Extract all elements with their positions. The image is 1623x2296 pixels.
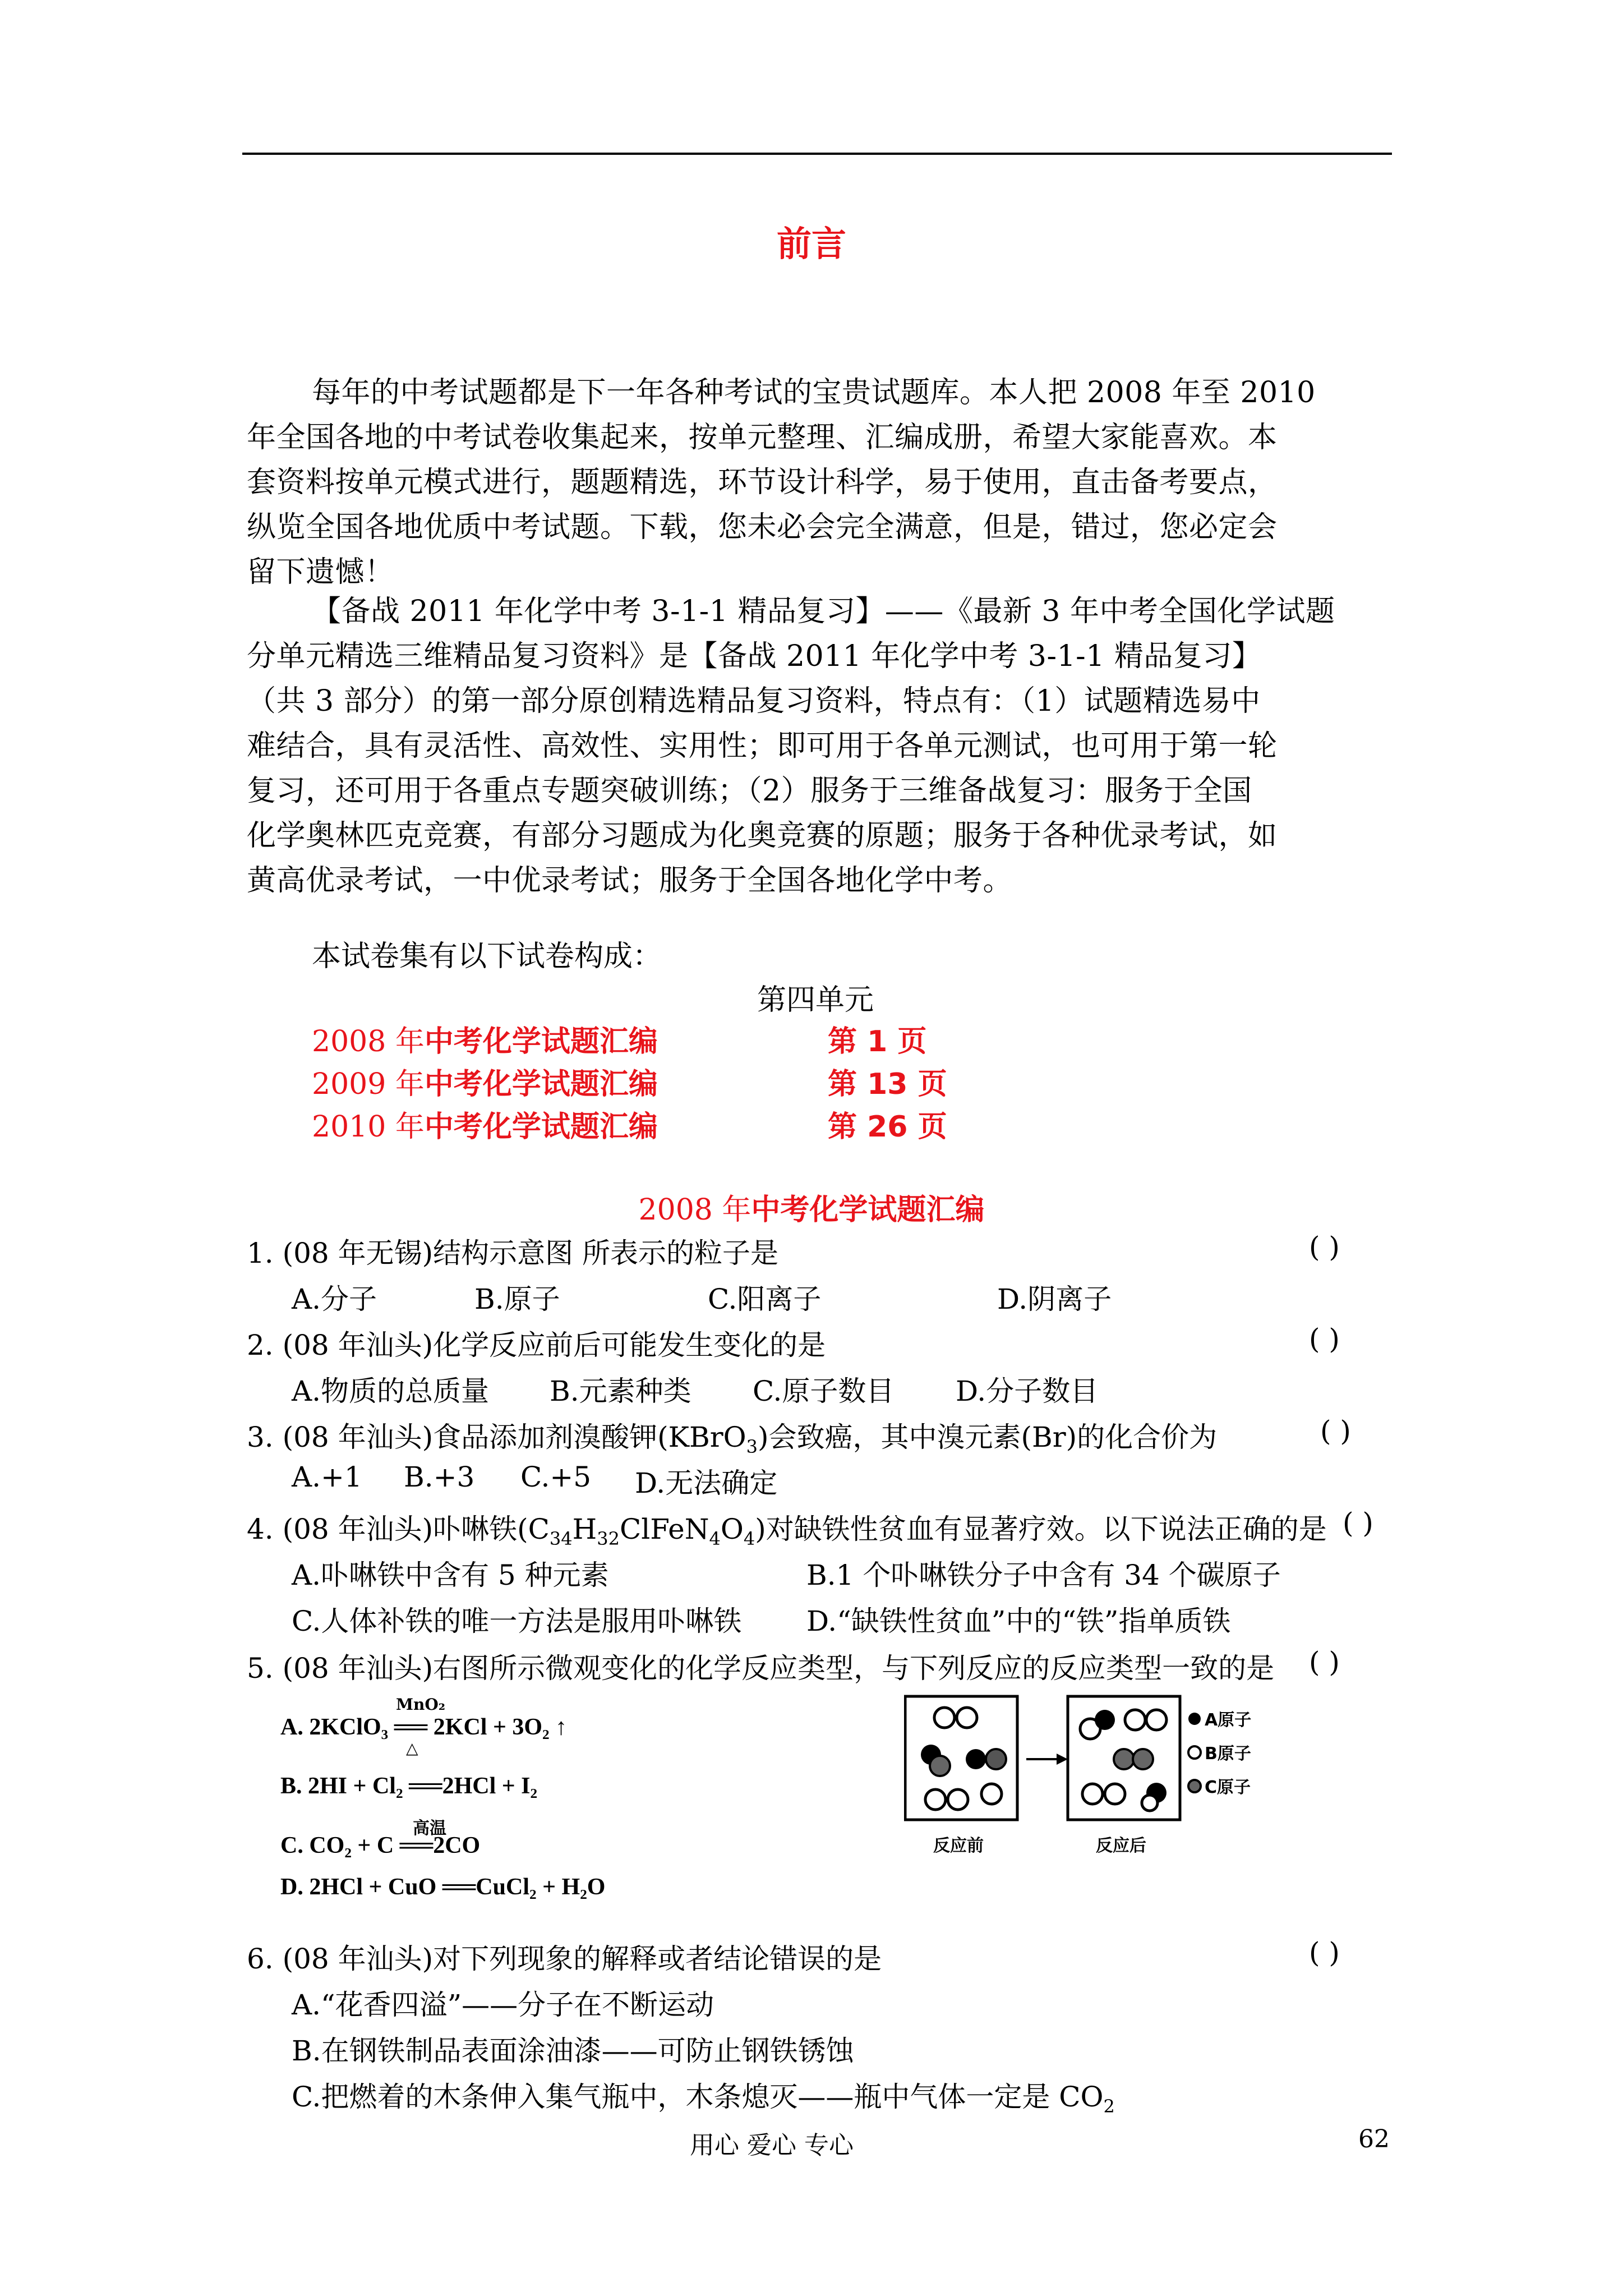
c-atom [930,1756,950,1776]
b-atom [1142,1795,1158,1811]
b-atom [1082,1784,1103,1804]
answer-blank-2[interactable]: ( ) [1309,1323,1340,1355]
toc-intro: 本试卷集有以下试卷构成： [312,940,662,973]
question-4-stem: 4. (08 年汕头)卟啉铁$(C_{34}H_{32}ClFeN_4O_4)$对缺铁性贫血有显著疗效。以下说法正确的是 [247,1513,1327,1549]
q3-option-c: C.+5 [520,1461,592,1493]
toc-year: 2010 年 [312,1110,425,1144]
reaction-particle-diagram [904,1694,1252,1857]
equation-b: B. 2HI + Cl₂ ══2HCl + I₂ [280,1773,538,1799]
section-title: 2008 年中考化学试题汇编 [638,1193,985,1227]
b-atom [1105,1784,1125,1804]
text-line: 每年的中考试题都是下一年各种考试的宝贵试题库。本人把 2008 年至 2010 [312,376,1316,409]
b-atom [1146,1710,1166,1730]
q1-option-d: D.阴离子 [997,1283,1112,1315]
equation-c: C. CO₂ + C ══2CO [280,1833,481,1858]
c-atom [1133,1749,1153,1769]
arrow-icon [1057,1754,1068,1765]
b-atom [948,1789,968,1810]
toc-entry-2010[interactable] [312,1103,947,1145]
answer-blank-6[interactable]: ( ) [1309,1936,1340,1969]
toc-page: 第 13 页 [828,1068,947,1101]
b-atom [934,1708,955,1728]
text-line: 留下遗憾！ [247,555,394,589]
text-line: 化学奥林匹克竞赛，有部分习题成为化奥竞赛的原题；服务于各种优录考试，如 [247,819,1278,853]
b-atom [925,1789,946,1810]
question-5-stem: 5. (08 年汕头)右图所示微观变化的化学反应类型，与下列反应的反应类型一致的是 [247,1652,1275,1685]
q4-option-a: A.卟啉铁中含有 5 种元素 [292,1559,609,1591]
q2-option-b: B.元素种类 [550,1375,691,1407]
question-6-stem: 6. (08 年汕头)对下列现象的解释或者结论错误的是 [247,1943,882,1975]
equation-c-condition-top: 高温 [413,1819,446,1838]
text-line: 纵览全国各地优质中考试题。下载，您未必会完全满意，但是，错过，您必定会 [247,510,1278,544]
toc-page: 第 1 页 [828,1025,927,1059]
question-2-stem: 2. (08 年汕头)化学反应前后可能发生变化的是 [247,1329,826,1361]
legend-a-atom-icon [1188,1713,1201,1725]
toc-name: 中考化学试题汇编 [424,1110,658,1144]
question-3-stem: 3. (08 年汕头)食品添加剂溴酸钾(KBrO$_3$)会致癌，其中溴元素(Br)的化合价为 [247,1421,1218,1457]
toc-year: 2009 年 [312,1068,425,1101]
page-number: 62 [1358,2125,1390,2154]
q4-option-b: B.1 个卟啉铁分子中含有 34 个碳原子 [806,1559,1281,1591]
q6-option-c: C.把燃着的木条伸入集气瓶中，木条熄灭——瓶中气体一定是 $CO_2$ [292,2081,1115,2117]
text-line: 分单元精选三维精品复习资料》是【备战 2011 年化学中考 3-1-1 精品复习】 [247,639,1262,673]
text-line: （共 3 部分）的第一部分原创精选精品复习资料，特点有：（1）试题精选易中 [247,684,1261,718]
q2-option-c: C.原子数目 [753,1375,895,1407]
toc-unit: 第四单元 [757,983,874,1017]
q3-option-b: B.+3 [404,1461,475,1493]
q4-option-d: D.“缺铁性贫血”中的“铁”指单质铁 [806,1605,1231,1637]
q3-option-a: A.+1 [292,1461,362,1493]
toc-name: 中考化学试题汇编 [424,1068,658,1101]
b-atom [1125,1710,1145,1730]
b-atom [981,1784,1002,1804]
a-atom [966,1749,986,1769]
text-line: 年全国各地的中考试卷收集起来，按单元整理、汇编成册，希望大家能喜欢。本 [247,421,1278,454]
preface-paragraph-1 [247,370,1391,595]
toc-entry-2008[interactable] [312,1018,926,1060]
q6-option-a: A.“花香四溢”——分子在不断运动 [292,1989,714,2021]
page-title: 前言 [776,223,846,264]
q2-option-d: D.分子数目 [956,1375,1099,1407]
legend-b-atom-icon [1188,1746,1201,1759]
after-caption: 反应后 [1096,1836,1146,1856]
q4-option-c: C.人体补铁的唯一方法是服用卟啉铁 [292,1605,742,1637]
toc-name: 中考化学试题汇编 [424,1025,658,1059]
legend-c-label: C原子 [1205,1778,1251,1797]
legend-c-atom-icon [1188,1780,1201,1792]
answer-blank-5[interactable]: ( ) [1309,1646,1340,1678]
b-atom [957,1708,977,1728]
header-rule [242,153,1392,155]
text-line: 复习，还可用于各重点专题突破训练；（2）服务于三维备战复习：服务于全国 [247,774,1252,808]
q2-option-a: A.物质的总质量 [292,1375,490,1407]
toc-page: 第 26 页 [828,1110,947,1144]
answer-blank-1[interactable]: ( ) [1309,1231,1340,1263]
equation-a-condition-bottom: △ [406,1739,418,1757]
c-atom [1114,1749,1134,1769]
legend-a-label: A原子 [1205,1710,1252,1730]
text-line: 难结合，具有灵活性、高效性、实用性；即可用于各单元测试，也可用于第一轮 [247,729,1278,763]
answer-blank-4[interactable]: ( ) [1343,1507,1373,1539]
q6-option-b: B.在钢铁制品表面涂油漆——可防止钢铁锈蚀 [292,2035,854,2067]
text-line: 【备战 2011 年化学中考 3-1-1 精品复习】——《最新 3 年中考全国化学试题 [312,595,1335,628]
c-atom [986,1749,1006,1769]
equation-a: A. 2KClO₃ ══ 2KCl + 3O₂ ↑ [280,1714,568,1740]
question-1-stem: 1. (08 年无锡)结构示意图 所表示的粒子是 [247,1237,779,1269]
text-line: 黄高优录考试，一中优录考试；服务于全国各地化学中考。 [247,864,1013,898]
a-atom [1095,1710,1115,1730]
answer-blank-3[interactable]: ( ) [1320,1415,1351,1447]
equation-a-condition-top: MnO₂ [396,1695,446,1714]
q1-option-a: A.分子 [292,1283,377,1315]
q3-option-d: D.无法确定 [635,1467,778,1499]
footer-motto: 用心 爱心 专心 [690,2131,854,2160]
text-line: 套资料按单元模式进行，题题精选，环节设计科学，易于使用，直击备考要点， [247,466,1278,499]
q1-option-b: B.原子 [474,1283,560,1315]
legend-b-label: B原子 [1205,1744,1251,1764]
q1-option-c: C.阳离子 [708,1283,822,1315]
before-caption: 反应前 [933,1836,984,1856]
preface-paragraph-2 [247,589,1391,903]
equation-d: D. 2HCl + CuO ══CuCl₂ + H₂O [280,1874,606,1900]
toc-entry-2009[interactable] [312,1060,947,1102]
toc-year: 2008 年 [312,1025,425,1059]
